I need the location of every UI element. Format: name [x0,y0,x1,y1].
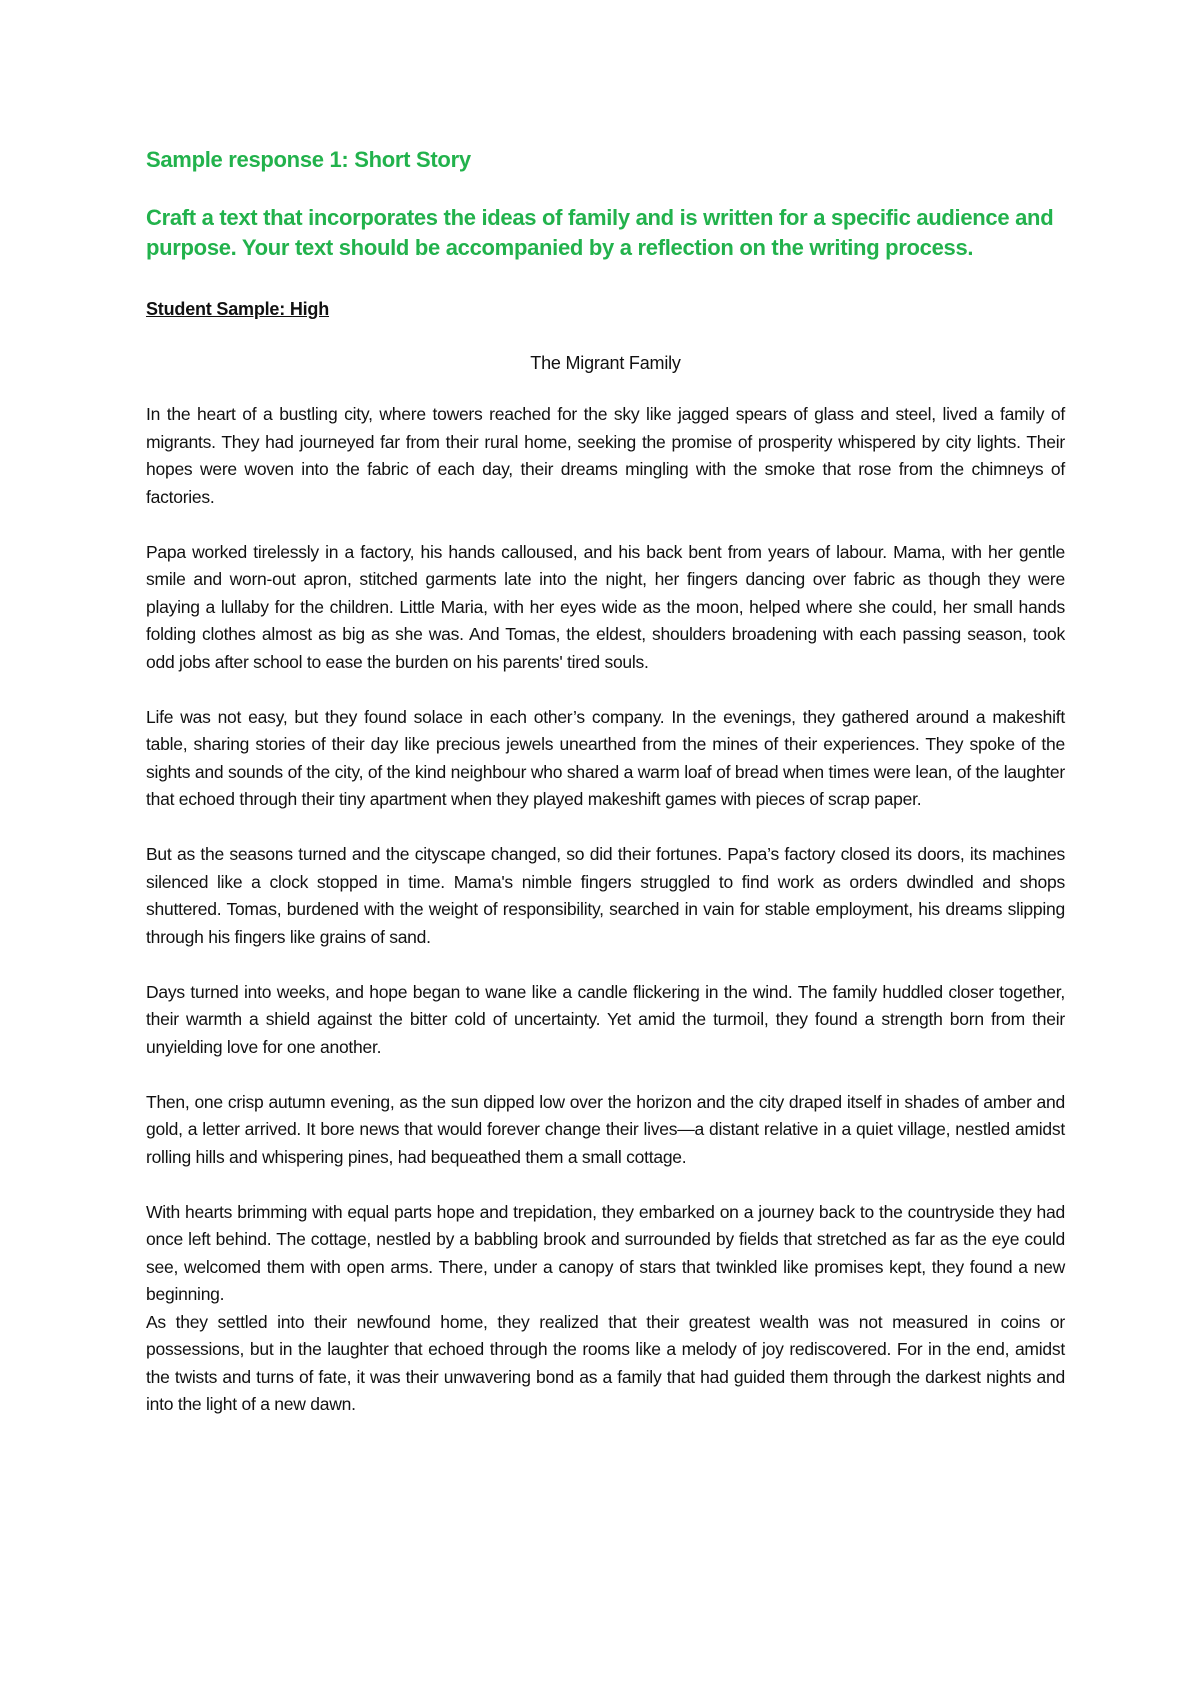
story-paragraph: Papa worked tirelessly in a factory, his hands calloused, and his back bent from years of labour. Mama, with her gentle smile and worn-out apron, stitched garments late into the night, her fingers dancing over fabric as though they were playing a lullaby for the children. Little Maria, with her eyes wide as the moon, helped where she could, her small hands folding clothes almost as big as she was. And Tomas, the eldest, shoulders broadening with each passing season, took odd jobs after school to ease the burden on his parents' tired souls. [146,541,1065,672]
story-paragraph: Then, one crisp autumn evening, as the sun dipped low over the horizon and the city draped itself in shades of amber and gold, a letter arrived. It bore news that would forever change their lives—a distant relative in a quiet village, nestled amidst rolling hills and whispering pines, had bequeathed them a small cottage. [146,1091,1065,1167]
story-paragraph: With hearts brimming with equal parts hope and trepidation, they embarked on a journey back to the countryside they had once left behind. The cottage, nestled by a babbling brook and surrounded by fields that stretched as far as the eye could see, welcomed them with open arms. There, under a canopy of stars that twinkled like promises kept, they found a new beginning. [146,1201,1065,1304]
story-paragraph: Days turned into weeks, and hope began to wane like a candle flickering in the wind. The family huddled closer together, their warmth a shield against the bitter cold of uncertainty. Yet amid the turmoil, they found a strength born from their unyielding love for one another. [146,981,1065,1057]
story-paragraph: As they settled into their newfound home, they realized that their greatest wealth was not measured in coins or possessions, but in the laughter that echoed through the rooms like a melody of joy rediscovered. For in the end, amidst the twists and turns of fate, it was their unwavering bond as a family that had guided them through the darkest nights and into the light of a new dawn. [146,1311,1065,1414]
sample-heading: Sample response 1: Short Story [146,147,471,172]
story-body [146,401,1065,1419]
story-paragraph: But as the seasons turned and the cityscape changed, so did their fortunes. Papa’s factory closed its doors, its machines silenced like a clock stopped in time. Mama's nimble fingers struggled to find work as orders dwindled and shops shuttered. Tomas, burdened with the weight of responsibility, searched in vain for stable employment, his dreams slipping through his fingers like grains of sand. [146,844,1065,947]
story-title: The Migrant Family [530,353,681,373]
story-paragraph: In the heart of a bustling city, where towers reached for the sky like jagged spears of glass and steel, lived a family of migrants. They had journeyed far from their rural home, seeking the promise of prosperity whispered by city lights. Their hopes were woven into the fabric of each day, their dreams mingling with the smoke that rose from the chimneys of factories. [146,404,1065,507]
story-paragraph: Life was not easy, but they found solace in each other’s company. In the evenings, they gathered around a makeshift table, sharing stories of their day like precious jewels unearthed from the mines of their experiences. They spoke of the sights and sounds of the city, of the kind neighbour who shared a warm loaf of bread when times were lean, of the laughter that echoed through their tiny apartment when they played makeshift games with pieces of scrap paper. [146,706,1065,809]
task-prompt: Craft a text that incorporates the ideas of family and is written for a specific audience and purpose. Your text should be accompanied by a reflection on the writing process. [146,205,1054,260]
student-sample-label: Student Sample: High [146,299,330,319]
